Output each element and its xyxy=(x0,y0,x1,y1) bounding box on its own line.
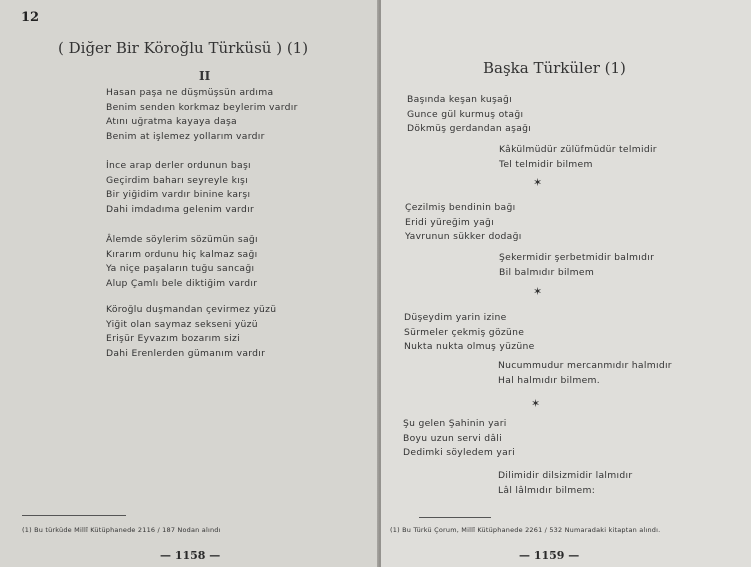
verse-line: Yiğit olan saymaz sekseni yüzü xyxy=(106,318,258,330)
verse-line: Geçirdim baharı seyreyle kışı xyxy=(106,174,248,186)
top-page-number: 12 xyxy=(21,10,40,25)
footnote-rule xyxy=(419,517,491,518)
verse-line: Yavrunun sükker dodağı xyxy=(405,231,522,242)
refrain-4 xyxy=(498,469,632,498)
right-page xyxy=(381,0,751,567)
verse-line: Başında keşan kuşağı xyxy=(407,94,512,105)
refrain-2 xyxy=(499,251,654,280)
refrain-line: Dilimidir dilsizmidir lalmıdır xyxy=(498,470,633,481)
footnote: (1) Bu Türkü Çorum, Millî Kütüphanede 2261 / 532 Numaradaki kitaptan alındı. xyxy=(390,526,661,534)
footnote: (1) Bu türküde Millî Kütüphanede 2116 / 187 Nodan alındı xyxy=(22,526,221,534)
verse-line: Ya niçe paşaların tuğu sancağı xyxy=(106,263,255,274)
verse-1 xyxy=(407,93,531,137)
verse-2 xyxy=(405,201,522,245)
verse-line: Çezilmiş bendinin bağı xyxy=(405,202,516,213)
verse-line: Alup Çamlı bele diktiğim vardır xyxy=(106,277,258,289)
refrain-line: Kâkülmüdür zülüfmüdür telmidir xyxy=(499,144,657,155)
verse-3 xyxy=(404,311,535,355)
footnote-rule xyxy=(22,515,126,516)
verse-4 xyxy=(403,417,515,461)
verse-line: Âlemde söylerim sözümün sağı xyxy=(106,234,258,245)
refrain-line: Şekermidir şerbetmidir balmıdır xyxy=(499,252,655,263)
verse-line: Sürmeler çekmiş gözüne xyxy=(404,326,525,338)
verse-line: Düşeydim yarin izine xyxy=(404,312,507,323)
verse-line: Erişür Eyvazım bozarım sizi xyxy=(106,333,240,344)
page-title: ( Diğer Bir Köroğlu Türküsü ) (1) xyxy=(58,39,309,57)
verse-line: Dedimki söyledem yari xyxy=(403,447,515,458)
bottom-page-number: — 1158 — xyxy=(160,549,221,562)
verse-line: Dahi Erenlerden gümanım vardır xyxy=(106,347,266,359)
verse-line: İnce arap derler ordunun başı xyxy=(106,160,251,171)
verse-line: Eridi yüreğim yağı xyxy=(405,216,495,228)
page-title: Başka Türküler (1) xyxy=(483,59,626,77)
refrain-line: Tel telmidir bilmem xyxy=(499,158,593,170)
section-number: II xyxy=(199,69,211,83)
verse-line: Şu gelen Şahinin yari xyxy=(403,418,507,429)
verse-line: Gunce gül kurmuş otağı xyxy=(407,108,524,120)
verse-line: Dahi imdadıma gelenim vardır xyxy=(106,203,255,215)
refrain-line: Bil balmıdır bilmem xyxy=(499,266,595,278)
refrain-line: Nucummudur mercanmıdır halmıdır xyxy=(498,360,672,371)
refrain-line: Lâl lâlmıdır bilmem: xyxy=(498,484,596,496)
verse-line: Hasan paşa ne düşmüşsün ardıma xyxy=(106,87,274,98)
verse-line: Boyu uzun servi dâli xyxy=(403,432,503,444)
verse-line: Benim senden korkmaz beylerim vardır xyxy=(106,101,298,113)
star-separator: ✶ xyxy=(531,397,541,410)
star-separator: ✶ xyxy=(533,285,543,298)
verse-line: Bir yiğidim vardır binine karşı xyxy=(106,189,251,200)
refrain-3 xyxy=(498,359,672,388)
stanza-3 xyxy=(106,233,258,291)
refrain-line: Hal halmıdır bilmem. xyxy=(498,374,601,386)
verse-line: Benim at işlemez yollarım vardır xyxy=(106,130,265,142)
stanza-2 xyxy=(106,159,254,217)
verse-line: Atını uğratma kayaya daşa xyxy=(106,116,237,127)
verse-line: Köroğlu duşmandan çevirmez yüzü xyxy=(106,304,277,315)
verse-line: Nukta nukta olmuş yüzüne xyxy=(404,341,535,352)
star-separator: ✶ xyxy=(533,176,543,189)
verse-line: Dökmüş gerdandan aşağı xyxy=(407,123,532,134)
verse-line: Kırarım ordunu hiç kalmaz sağı xyxy=(106,248,258,260)
stanza-4 xyxy=(106,303,276,361)
refrain-1 xyxy=(499,143,657,172)
bottom-page-number: — 1159 — xyxy=(519,549,580,562)
stanza-1 xyxy=(106,86,298,144)
